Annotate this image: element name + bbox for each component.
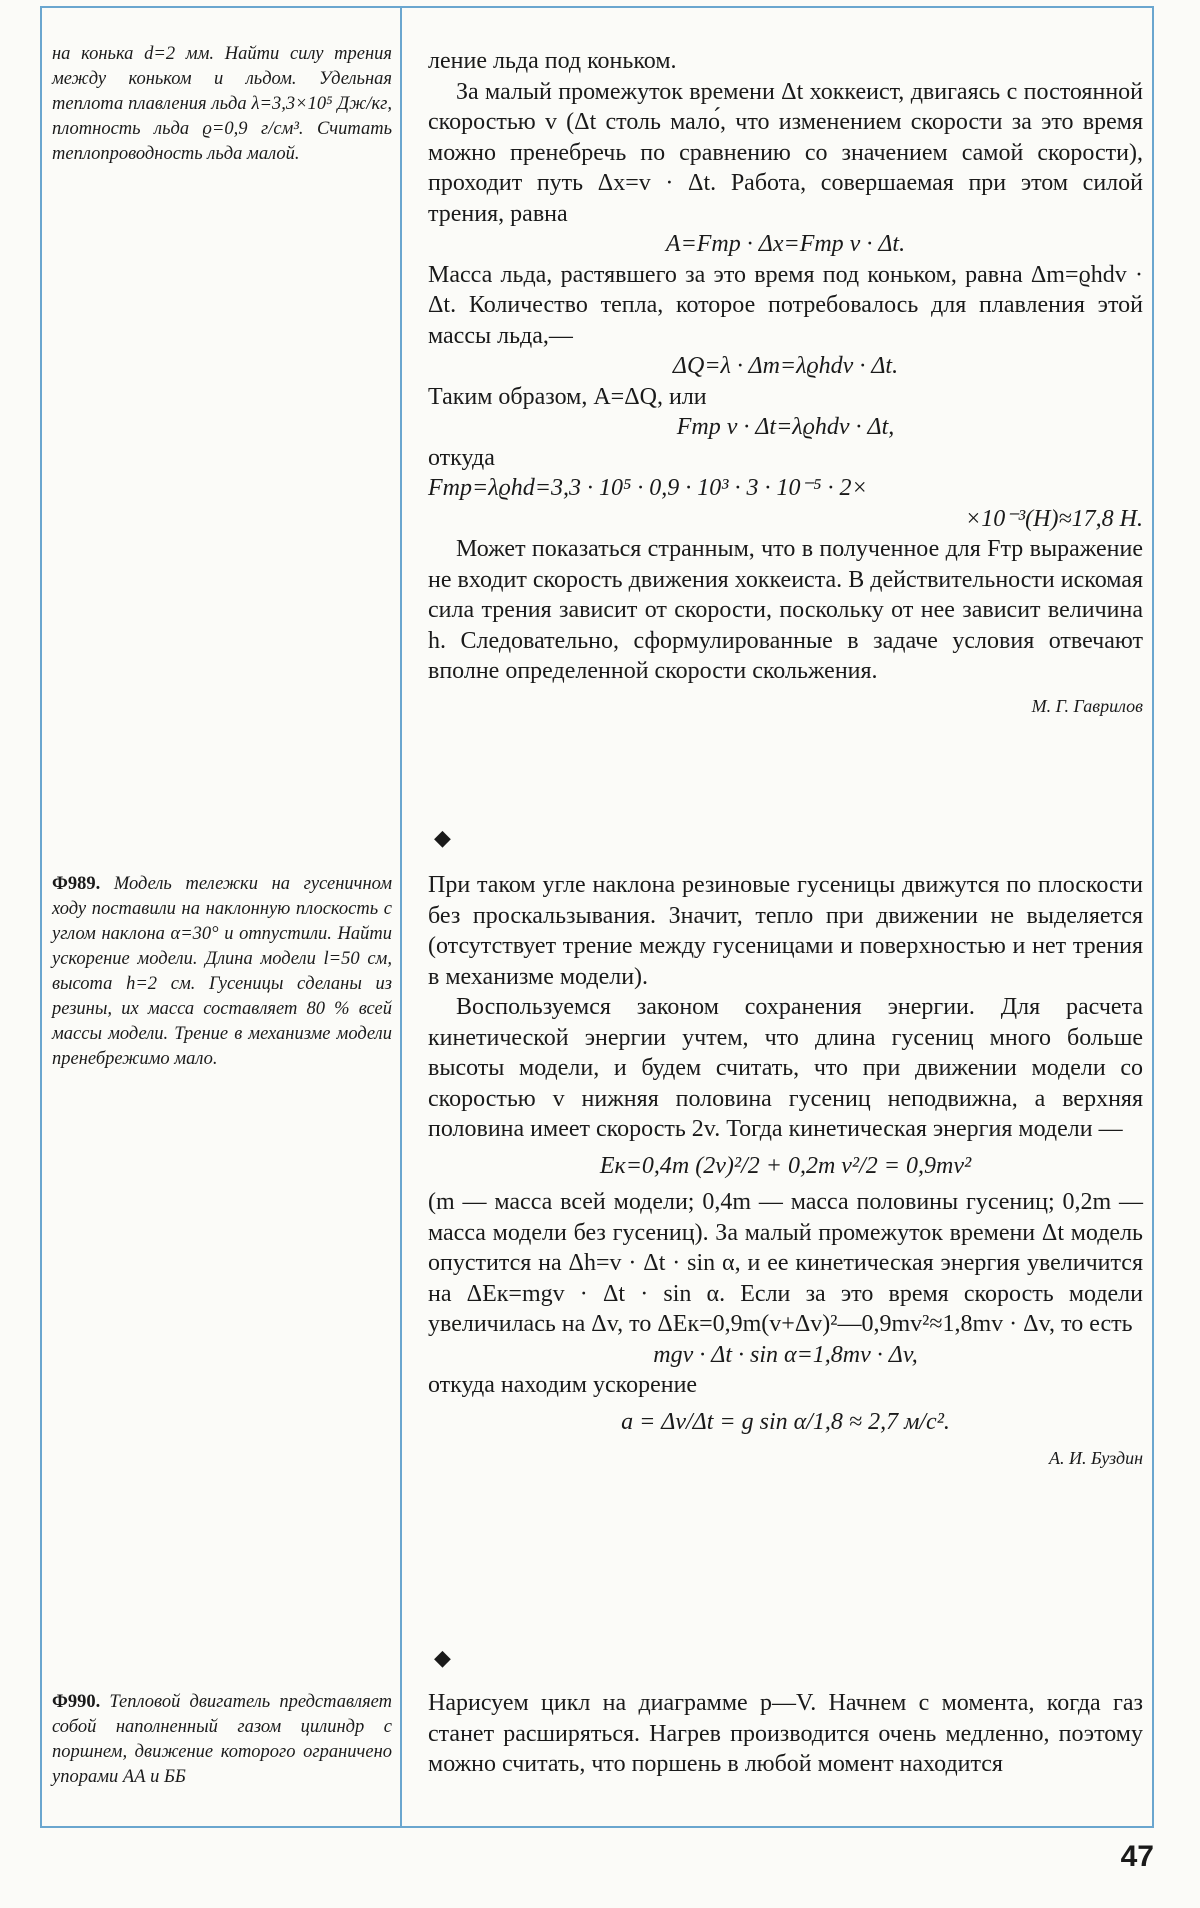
solution-990 (428, 1688, 1143, 1780)
separator-diamond: ◆ (434, 1646, 451, 1671)
author-signature: А. И. Буздин (1049, 1448, 1143, 1468)
paragraph: (m — масса всей модели; 0,4m — масса половины гусениц; 0,2m — масса модели без гусениц). За малый промежуток времени Δt модель опустится на Δh=v · Δt · sin α, и ее кинетическая энергия увеличится на ΔEк=mgv · Δt · sin α. Если за это время скорость модели увеличилась на Δv, то ΔEк=0,9m(v+Δv)²—0,9mv²≈1,8mv · Δv, то есть (428, 1189, 1143, 1337)
equation: a = Δv/Δt = g sin α/1,8 ≈ 2,7 м/с². (621, 1408, 950, 1435)
paragraph: При таком угле наклона резиновые гусеницы движутся по плоскости без проскальзывания. Значит, тепло при движении не выделяется (отсутствует трение между гусеницами и поверхностью и нет трения в механизме модели). (428, 872, 1143, 990)
paragraph: Масса льда, растявшего за это время под коньком, равна Δm=ϱhdv · Δt. Количество тепла, которое потребовалось для плавления этой массы льда,— (428, 261, 1143, 349)
paragraph: Таким образом, A=ΔQ, или (428, 383, 707, 410)
paragraph: Воспользуемся законом сохранения энергии. Для расчета кинетической энергии учтем, что длина гусениц много больше высоты модели, и будем считать, что при движении модели со скоростью v нижняя половина гусениц неподвижна, а верхняя половина имеет скорость 2v. Тогда кинетическая энергия модели — (428, 994, 1143, 1142)
solution-989 (428, 870, 1143, 1474)
paragraph: откуда находим ускорение (428, 1372, 698, 1398)
problem-text: Модель тележки на гусеничном ходу поставили на наклонную плоскость с углом наклона α=30° и отпустили. Найти ускорение модели. Длина модели l=50 см, высота h=2 см. Гусеницы сделаны из резины, их масса составляет 80 % всей массы модели. Трение в механизме модели пренебрежимо мало. (52, 874, 392, 1069)
equation: Fтр=λϱhd=3,3 · 10⁵ · 0,9 · 10³ · 3 · 10⁻⁵ · 2× (428, 475, 868, 501)
paragraph: За малый промежуток времени Δt хоккеист, двигаясь с постоянной скоростью v (Δt столь мало́, что изменением скорости за это время можно пренебречь по сравнению со значением самой скорости), проходит путь Δx=v · Δt. Работа, совершаемая при этом силой трения, равна (428, 78, 1143, 227)
author-signature: М. Г. Гаврилов (1031, 695, 1143, 716)
equation: ΔQ=λ · Δm=λϱhdv · Δt. (672, 353, 899, 379)
equation: Fтр v · Δt=λϱhdv · Δt, (676, 414, 895, 440)
paragraph: ление льда под коньком. (428, 48, 677, 74)
problem-989 (52, 872, 392, 1072)
equation: ×10⁻³(Н)≈17,8 Н. (965, 505, 1143, 532)
problem-988-tail (52, 42, 392, 167)
equation: Eк=0,4m (2v)²/2 + 0,2m v²/2 = 0,9mv² (599, 1152, 972, 1179)
problem-text: Тепловой двигатель представляет собой наполненный газом цилиндр с поршнем, движение которого ограничено упорами АА и ББ (52, 1692, 393, 1787)
problem-number: Ф989. (52, 874, 101, 894)
problem-990 (52, 1690, 392, 1790)
paragraph: Нарисуем цикл на диаграмме p—V. Начнем с момента, когда газ станет расширяться. Нагрев производится очень медленно, поэтому можно считать, что поршень в любой момент находится (428, 1690, 1143, 1777)
equation: mgv · Δt · sin α=1,8mv · Δv, (653, 1341, 918, 1368)
equation: A=Fтр · Δx=Fтр v · Δt. (665, 231, 906, 257)
solution-988 (428, 46, 1143, 721)
paragraph: Может показаться странным, что в полученное для Fтр выражение не входит скорость движения хоккеиста. В действительности искомая сила трения зависит от скорости, поскольку от нее зависит величина h. Следовательно, сформулированные в задаче условия отвечают вполне определенной скорости скольжения. (428, 536, 1143, 684)
separator-diamond: ◆ (434, 826, 451, 851)
problem-text: на конька d=2 мм. Найти силу трения между коньком и льдом. Удельная теплота плавления льда λ=3,3×10⁵ Дж/кг, плотность льда ϱ=0,9 г/см³. Считать теплопроводность льда малой. (52, 44, 392, 164)
paragraph: откуда (428, 444, 495, 471)
page-number: 47 (1120, 1840, 1154, 1873)
problem-number: Ф990. (52, 1692, 101, 1712)
